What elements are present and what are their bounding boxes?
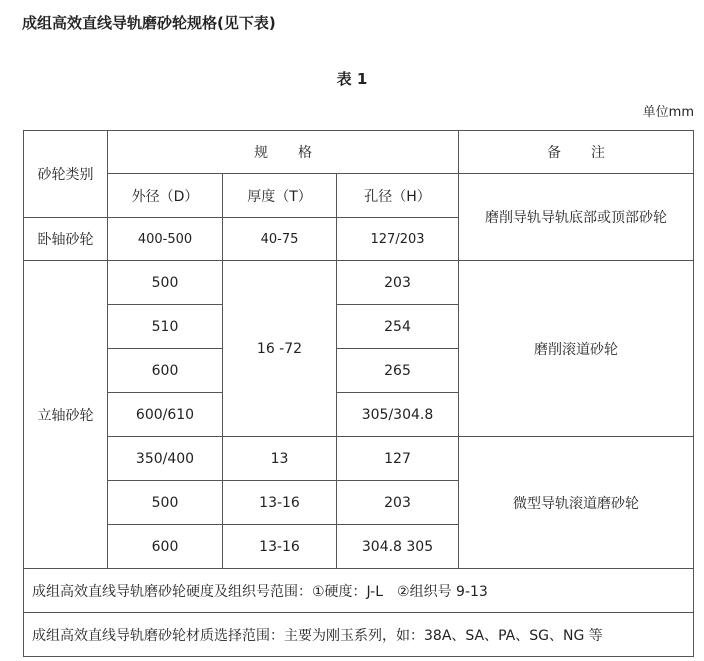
header-spec bbox=[108, 131, 459, 174]
table-row bbox=[24, 261, 694, 305]
unit-label: 单位mm bbox=[642, 105, 694, 120]
header-remarks-char2: 注 bbox=[591, 145, 606, 161]
cell-thickness: 13-16 bbox=[223, 525, 337, 569]
cell-thickness: 13-16 bbox=[223, 481, 337, 525]
vertical-group1-thickness: 16 -72 bbox=[223, 261, 337, 437]
cell-outer: 600/610 bbox=[108, 393, 223, 437]
cell-outer: 500 bbox=[108, 261, 223, 305]
horizontal-remark: 磨削导轨导轨底部或顶部砂轮 bbox=[459, 174, 694, 261]
cell-bore: 265 bbox=[337, 349, 459, 393]
cell-outer: 600 bbox=[108, 349, 223, 393]
horizontal-thickness: 40-75 bbox=[223, 218, 337, 261]
notes-hardness: 成组高效直线导轨磨砂轮硬度及组织号范围：①硬度：J-L ②组织号 9-13 bbox=[24, 569, 694, 613]
header-spec-char2: 格 bbox=[298, 145, 312, 161]
table-caption: 表 1 bbox=[336, 70, 368, 88]
table-row bbox=[24, 437, 694, 481]
table-subheader-row bbox=[24, 174, 694, 218]
horizontal-outer: 400-500 bbox=[108, 218, 223, 261]
header-spec-char1: 规 bbox=[254, 145, 268, 161]
vertical-category: 立轴砂轮 bbox=[24, 261, 108, 569]
cell-bore: 203 bbox=[337, 261, 459, 305]
table-header-row bbox=[24, 131, 694, 174]
spec-table bbox=[23, 130, 694, 657]
cell-bore: 203 bbox=[337, 481, 459, 525]
cell-outer: 500 bbox=[108, 481, 223, 525]
header-remarks-char1: 备 bbox=[547, 145, 562, 161]
cell-outer: 510 bbox=[108, 305, 223, 349]
cell-bore: 127 bbox=[337, 437, 459, 481]
cell-bore: 304.8 305 bbox=[337, 525, 459, 569]
horizontal-category: 卧轴砂轮 bbox=[24, 218, 108, 261]
header-outer-diameter: 外径（D） bbox=[108, 174, 223, 218]
cell-outer: 600 bbox=[108, 525, 223, 569]
notes-row-material bbox=[24, 613, 694, 657]
document-title: 成组高效直线导轨磨砂轮规格(见下表) bbox=[22, 14, 276, 32]
header-remarks bbox=[459, 131, 694, 174]
cell-thickness: 13 bbox=[223, 437, 337, 481]
cell-bore: 305/304.8 bbox=[337, 393, 459, 437]
notes-material: 成组高效直线导轨磨砂轮材质选择范围：主要为刚玉系列，如：38A、SA、PA、SG、NG 等 bbox=[24, 613, 694, 657]
cell-outer: 350/400 bbox=[108, 437, 223, 481]
notes-row-hardness bbox=[24, 569, 694, 613]
header-category: 砂轮类别 bbox=[24, 131, 108, 218]
header-bore: 孔径（H） bbox=[337, 174, 459, 218]
cell-bore: 254 bbox=[337, 305, 459, 349]
header-thickness: 厚度（T） bbox=[223, 174, 337, 218]
horizontal-bore: 127/203 bbox=[337, 218, 459, 261]
vertical-group1-remark: 磨削滚道砂轮 bbox=[459, 261, 694, 437]
vertical-group2-remark: 微型导轨滚道磨砂轮 bbox=[459, 437, 694, 569]
